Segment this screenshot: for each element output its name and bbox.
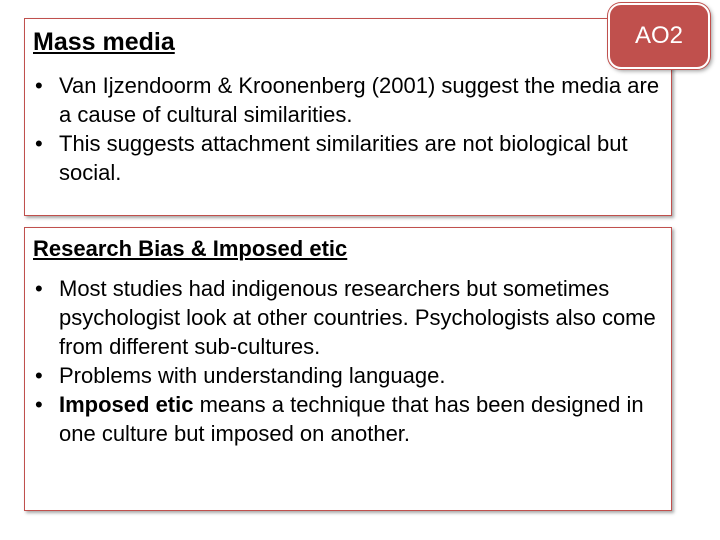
bullet-text: means a technique that has been designed in one culture but imposed on another. xyxy=(59,392,644,446)
bullet-icon: • xyxy=(35,392,43,417)
list-item xyxy=(33,274,665,361)
research-bias-heading: Research Bias & Imposed etic xyxy=(33,236,348,261)
bullet-text: Problems with understanding language. xyxy=(59,363,446,388)
list-item xyxy=(33,361,665,390)
list-item xyxy=(33,390,665,448)
list-item xyxy=(33,129,665,187)
mass-media-bullet-list xyxy=(33,71,665,187)
ao2-badge-label: AO2 xyxy=(634,22,684,49)
list-item xyxy=(33,71,665,129)
bullet-bold-term: Imposed etic xyxy=(59,392,194,417)
bullet-icon: • xyxy=(35,131,43,156)
bullet-text: Most studies had indigenous researchers but sometimes psychologist look at other countries. Psychologists also come from different sub-cultures. xyxy=(59,276,656,359)
bullet-text: Van Ijzendoorm & Kroonenberg (2001) suggest the media are a cause of cultural similarities. xyxy=(59,73,660,127)
mass-media-box xyxy=(24,18,672,216)
research-bias-box xyxy=(24,227,672,511)
bullet-text: This suggests attachment similarities are not biological but social. xyxy=(59,131,628,185)
mass-media-heading: Mass media xyxy=(33,28,175,56)
bullet-icon: • xyxy=(35,276,43,301)
bullet-icon: • xyxy=(35,73,43,98)
ao2-badge xyxy=(608,3,710,69)
research-bias-bullet-list xyxy=(33,274,665,448)
bullet-icon: • xyxy=(35,363,43,388)
